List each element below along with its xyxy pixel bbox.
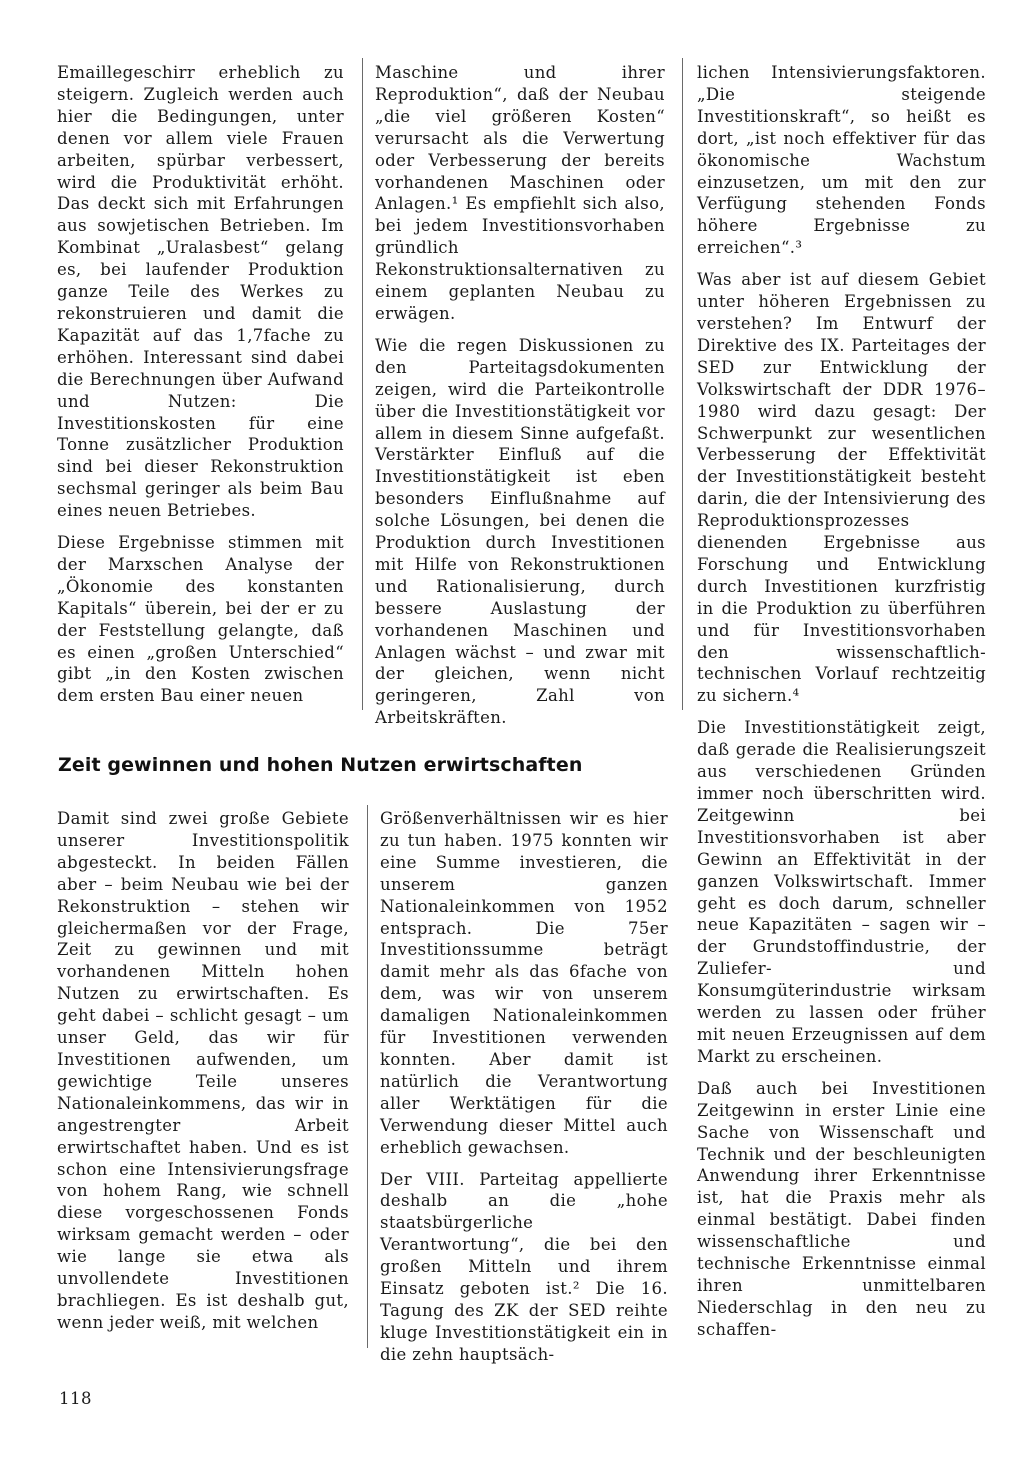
page-number: 118 <box>59 1389 92 1408</box>
paragraph: Der VIII. Parteitag appellierte deshalb an die „hohe staatsbürgerliche Verantwortung“, die bei den großen Mitteln und ihrem Einsatz geboten ist.² Die 16. Tagung des ZK der SED reihte kluge Investitionstätigkeit ein in die zehn hauptsäch- <box>380 1169 668 1364</box>
paragraph: Damit sind zwei große Gebiete unserer Investitionspolitik abgesteckt. In beiden Fällen aber – beim Neubau wie bei der Rekonstruktion – stehen wir gleichermaßen vor der Frage, Zeit zu gewinnen und mit vorhandenen Mitteln hohen Nutzen zu erwirtschaften. Es geht dabei – schlicht gesagt – um unser Geld, das wir für Investitionen aufwenden, um gewichtige Teile unseres Nationaleinkommens, das wir in angestrengter Arbeit erwirtschaftet haben. Und es ist schon eine Intensivierungsfrage von hohem Rang, wie schnell diese vorgeschossenen Fonds wirksam gemacht werden – oder wie lange sie etwa als unvollendete Investitionen brachliegen. Es ist deshalb gut, wenn jeder weiß, mit welchen <box>57 809 349 1332</box>
column-divider <box>362 58 363 710</box>
paragraph: Emaillegeschirr erheblich zu steigern. Zugleich werden auch hier die Bedingungen, unter denen vor allem viele Frauen arbeiten, spürbar verbessert, wird die Produktivität erhöht. Das deckt sich mit Erfahrungen aus sowjetischen Betrieben. Im Kombinat „Uralasbest“ gelang es, bei laufender Produktion ganze Teile des Werkes zu rekonstruieren und damit die Kapazität auf das 1,7fache zu erhöhen. Interessant sind dabei die Berechnungen über Aufwand und Nutzen: Die Investitionskosten für eine Tonne zusätzlicher Produktion sind bei dieser Rekonstruktion sechsmal geringer als beim Bau eines neuen Betriebes. <box>57 63 344 521</box>
paragraph: Daß auch bei Investitionen Zeitgewinn in erster Linie eine Sache von Wissenschaft und Technik und der beschleunigten Anwendung ihrer Erkenntnisse ist, hat die Praxis mehr als einmal bestätigt. Dabei finden wissenschaftliche und technische Erkenntnisse einmal ihren unmittelbaren Niederschlag in den neu zu schaffen- <box>697 1078 986 1339</box>
column-divider <box>367 805 368 1348</box>
section-heading: Zeit gewinnen und hohen Nutzen erwirtschaften <box>58 754 583 776</box>
text-column-right <box>697 62 986 1341</box>
text-column-bottom-middle <box>380 808 668 1366</box>
paragraph: Maschine und ihrer Reproduktion“, daß der Neubau „die viel größeren Kosten“ verursacht als die Verwertung oder Verbesserung der bereits vorhandenen Maschinen oder Anlagen.¹ Es empfiehlt sich also, bei jedem Investitionsvorhaben gründlich Rekonstruktionsalternativen zu einem geplanten Neubau zu erwägen. <box>375 63 665 323</box>
text-column-top-middle <box>375 62 665 729</box>
paragraph: Wie die regen Diskussionen zu den Parteitagsdokumenten zeigen, wird die Parteikontrolle über die Investitionstätigkeit vor allem in diesem Sinne aufgefaßt. Verstärkter Einfluß auf die Investitionstätigkeit ist eben besonders Einflußnahme auf solche Lösungen, bei denen die Produktion durch Investitionen mit Hilfe von Rekonstruktionen und Rationalisierung, durch bessere Auslastung der vorhandenen Maschinen und Anlagen wächst – und zwar mit der gleichen, wenn nicht geringeren, Zahl von Arbeitskräften. <box>375 335 665 728</box>
paragraph: lichen Intensivierungsfaktoren. „Die steigende Investitionskraft“, so heißt es dort, „ist noch effektiver für das ökonomische Wachstum einzusetzen, um mit den zur Verfügung stehenden Fonds höhere Ergebnisse zu erreichen“.³ <box>697 63 986 258</box>
column-divider <box>682 58 683 710</box>
paragraph: Die Investitionstätigkeit zeigt, daß gerade die Realisierungszeit aus verschiedenen Gründen immer noch überschritten wird. Zeitgewinn bei Investitionsvorhaben ist aber Gewinn an Effektivität in der ganzen Volkswirtschaft. Immer geht es doch darum, schneller neue Kapazitäten – sagen wir – der Grundstoffindustrie, der Zuliefer- und Konsumgüterindustrie wirksam werden zu lassen oder früher mit neuen Erzeugnissen auf dem Markt zu erscheinen. <box>697 718 986 1066</box>
paragraph: Was aber ist auf diesem Gebiet unter höheren Ergebnissen zu verstehen? Im Entwurf der Direktive des IX. Parteitages der SED zur Entwicklung der Volkswirtschaft der DDR 1976–1980 wird dazu gesagt: Der Schwerpunkt zur wesentlichen Verbesserung der Effektivität der Investitionstätigkeit besteht darin, die der Intensivierung des Reproduktionsprozesses dienenden Ergebnisse aus Forschung und Entwicklung durch Investitionen kurzfristig in die Produktion zu überführen und für Investitionsvorhaben den wissenschaftlich-technischen Vorlauf rechtzeitig zu sichern.⁴ <box>697 270 986 706</box>
paragraph: Größenverhältnissen wir es hier zu tun haben. 1975 konnten wir eine Summe investieren, die unserem ganzen Nationaleinkommen von 1952 entsprach. Die 75er Investitionssumme beträgt damit mehr als das 6fache von dem, was wir von unserem damaligen Nationaleinkommen für Investitionen verwenden konnten. Aber damit ist natürlich die Verantwortung aller Werktätigen für die Verwendung dieser Mittel auch erheblich gewachsen. <box>380 809 668 1157</box>
paragraph: Diese Ergebnisse stimmen mit der Marxschen Analyse der „Ökonomie des konstanten Kapitals“ überein, bei der er zu der Feststellung gelangte, daß es einen „großen Unterschied“ gibt „in den Kosten zwischen dem ersten Bau einer neuen <box>57 533 344 706</box>
text-column-top-left <box>57 62 344 707</box>
text-column-bottom-left <box>57 808 349 1334</box>
